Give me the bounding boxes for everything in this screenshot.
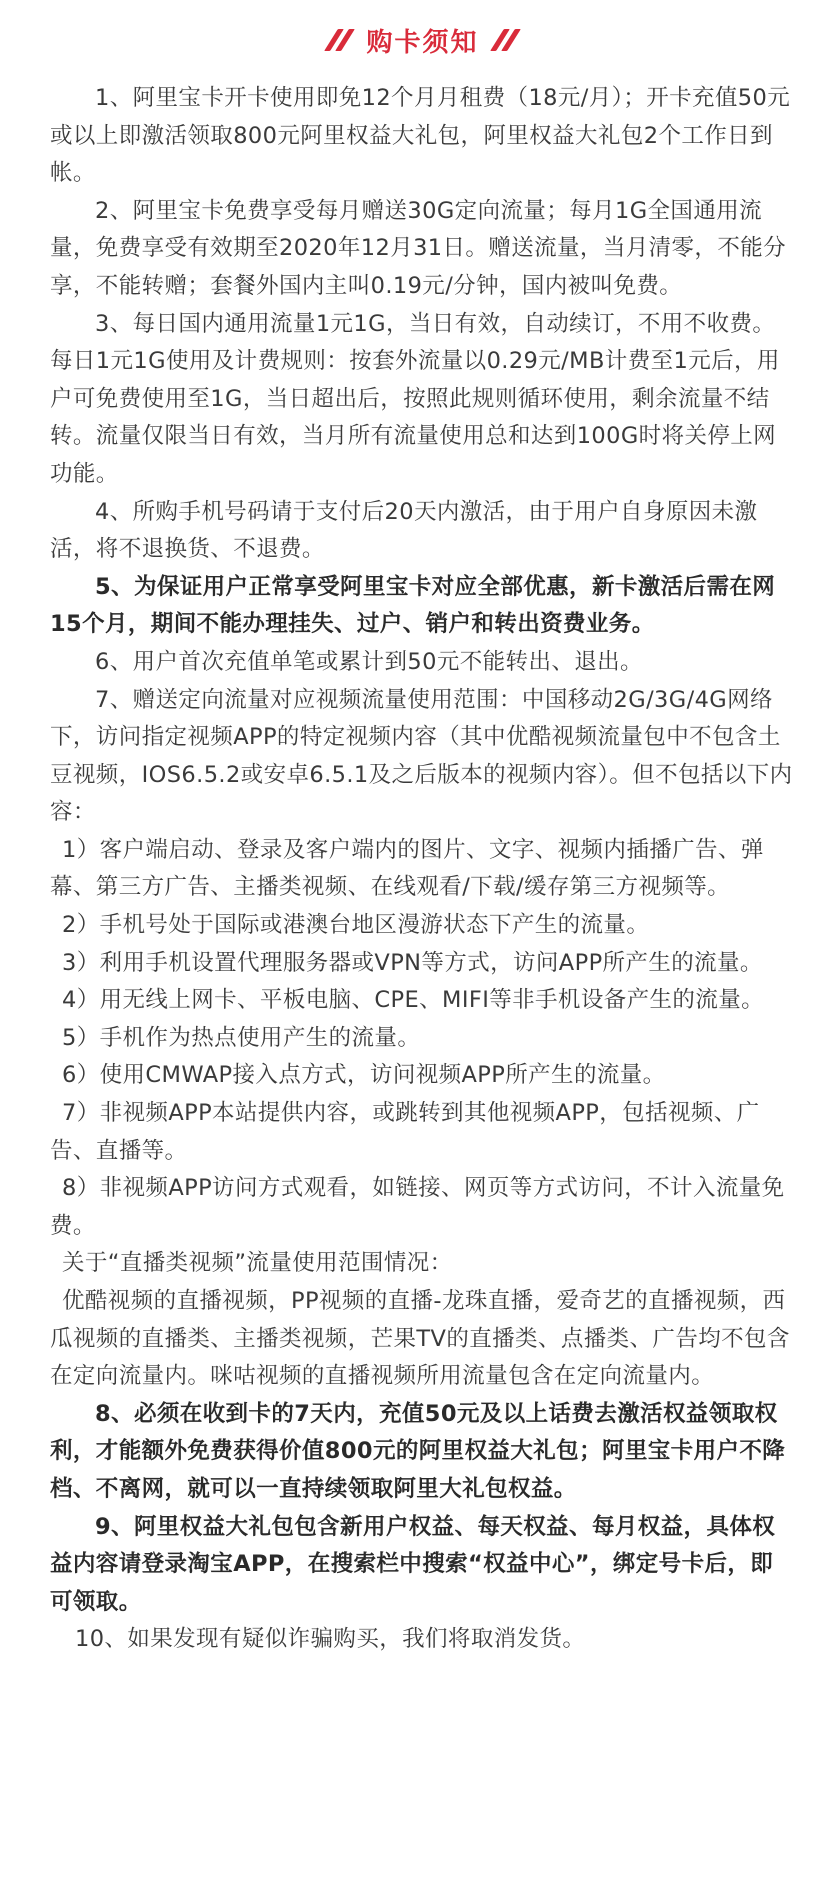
notice-item-3: 3、每日国内通用流量1元1G，当日有效，自动续订，不用不收费。每日1元1G使用及计费规则：按套外流量以0.29元/MB计费至1元后，用户可免费使用至1G，当日超出后，按照此规则循环使用，剩余流量不结转。流量仅限当日有效，当月所有流量使用总和达到100G时将关停上网功能。 — [50, 310, 780, 487]
exclusion-item-8: 8）非视频APP访问方式观看，如链接、网页等方式访问，不计入流量免费。 — [50, 1175, 785, 1239]
exclusion-item-6: 6）使用CMWAP接入点方式，访问视频APP所产生的流量。 — [62, 1062, 666, 1089]
notice-content — [50, 80, 795, 1659]
notice-item-8: 8、必须在收到卡的7天内，充值50元及以上话费去激活权益领取权利，才能额外免费获得价值800元的阿里权益大礼包；阿里宝卡用户不降档、不离网，就可以一直持续领取阿里大礼包权益。 — [50, 1400, 786, 1502]
notice-item-9: 9、阿里权益大礼包包含新用户权益、每天权益、每月权益，具体权益内容请登录淘宝APP，在搜索栏中搜索“权益中心”，绑定号卡后，即可领取。 — [50, 1513, 776, 1615]
exclusion-item-4: 4）用无线上网卡、平板电脑、CPE、MIFI等非手机设备产生的流量。 — [62, 987, 765, 1014]
page-title: 购卡须知 — [366, 27, 479, 58]
notice-item-1: 1、阿里宝卡开卡使用即免12个月月租费（18元/月）；开卡充值50元或以上即激活领取800元阿里权益大礼包，阿里权益大礼包2个工作日到帐。 — [50, 85, 791, 187]
notice-item-5: 5、为保证用户正常享受阿里宝卡对应全部优惠，新卡激活后需在网15个月，期间不能办理挂失、过户、销户和转出资费业务。 — [50, 573, 776, 638]
exclusion-item-5: 5）手机作为热点使用产生的流量。 — [62, 1024, 421, 1051]
exclusion-item-2: 2）手机号处于国际或港澳台地区漫游状态下产生的流量。 — [62, 912, 650, 939]
notice-item-10: 10、如果发现有疑似诈骗购买，我们将取消发货。 — [75, 1626, 586, 1653]
notice-item-7: 7、赠送定向流量对应视频流量使用范围：中国移动2G/3G/4G网络下，访问指定视频APP的特定视频内容（其中优酷视频流量包中不包含土豆视频，IOS6.5.2或安卓6.5.1及之后版本的视频内容）。但不包括以下内容： — [50, 686, 793, 826]
live-video-scope: 优酷视频的直播视频，PP视频的直播-龙珠直播，爱奇艺的直播视频，西瓜视频的直播类、主播类视频，芒果TV的直播类、点播类、广告均不包含在定向流量内。咪咕视频的直播视频所用流量包含在定向流量内。 — [50, 1288, 790, 1390]
exclusion-item-7: 7）非视频APP本站提供内容，或跳转到其他视频APP，包括视频、广告、直播等。 — [50, 1100, 760, 1164]
live-video-heading: 关于“直播类视频”流量使用范围情况： — [62, 1250, 453, 1277]
notice-item-4: 4、所购手机号码请于支付后20天内激活，由于用户自身原因未激活，将不退换货、不退费。 — [50, 498, 758, 563]
double-slash-icon — [497, 29, 514, 51]
double-slash-icon — [331, 29, 348, 51]
exclusion-item-1: 1）客户端启动、登录及客户端内的图片、文字、视频内插播广告、弹幕、第三方广告、主播类视频、在线观看/下载/缓存第三方视频等。 — [50, 836, 764, 901]
exclusion-item-3: 3）利用手机设置代理服务器或VPN等方式，访问APP所产生的流量。 — [62, 949, 763, 976]
notice-item-2: 2、阿里宝卡免费享受每月赠送30G定向流量；每月1G全国通用流量，免费享受有效期至2020年12月31日。赠送流量，当月清零，不能分享，不能转赠；套餐外国内主叫0.19元/分钟，国内被叫免费。 — [50, 197, 787, 299]
notice-item-6: 6、用户首次充值单笔或累计到50元不能转出、退出。 — [95, 648, 643, 675]
header — [50, 0, 795, 80]
